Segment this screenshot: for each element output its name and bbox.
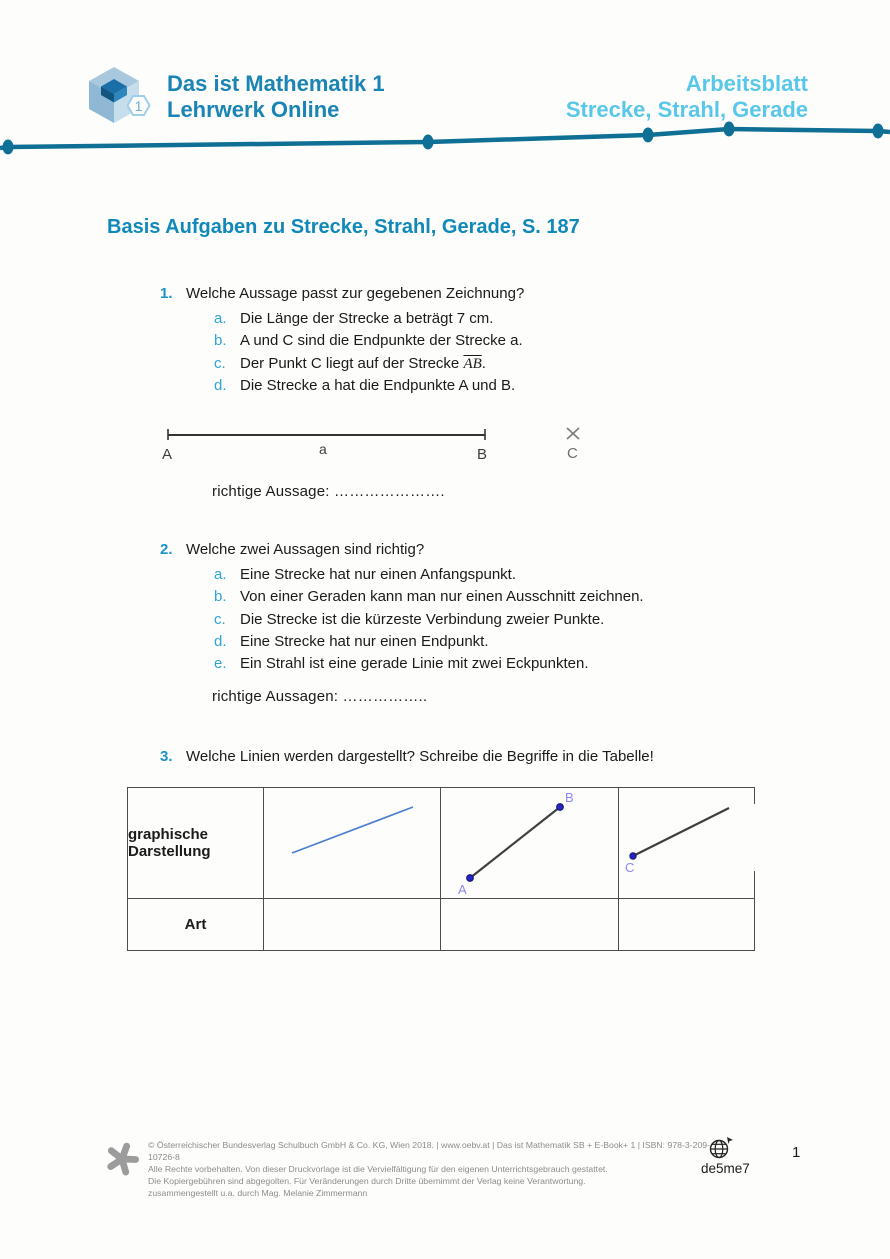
- option-text: Die Länge der Strecke a beträgt 7 cm.: [240, 310, 494, 327]
- option-text: Von einer Geraden kann man nur einen Ausschnitt zeichnen.: [240, 588, 644, 606]
- line-types-table: [127, 787, 755, 951]
- option-text: Ein Strahl ist eine gerade Linie mit zwei Eckpunkten.: [240, 655, 589, 673]
- point-c-label: C: [625, 859, 635, 875]
- option-row: [214, 653, 644, 675]
- option-text-after: .: [481, 354, 486, 372]
- answer-line-2: richtige Aussagen: ……………..: [212, 688, 428, 705]
- footer-line-2: Alle Rechte vorbehalten. Von dieser Druckvorlage ist die Vervielfältigung für den eigenen Unterrichtsgebrauch gestattet.: [148, 1163, 608, 1174]
- worksheet-type-label: Arbeitsblatt: [685, 71, 808, 96]
- question-1-text: Welche Aussage passt zur gegebenen Zeichnung?: [186, 285, 525, 302]
- question-2-text: Welche zwei Aussagen sind richtig?: [186, 541, 425, 558]
- footer-line-1: © Österreichischer Bundesverlag Schulbuch GmbH & Co. KG, Wien 2018. | www.oebv.at | Das ist Mathematik SB + E-Book+ 1 | ISBN: 978-3-209-10726-8: [148, 1140, 711, 1162]
- answer-line-1: richtige Aussage: ………………….: [212, 483, 445, 500]
- footer-line-3: Die Kopiergebühren sind abgegolten. Für Veränderungen durch Dritte übernimmt der Verlag keine Verantwortung.: [148, 1175, 586, 1186]
- figure-cell-strahl: [619, 788, 755, 899]
- segment-a-label: a: [319, 441, 327, 457]
- option-row: [214, 353, 523, 375]
- option-letter: c.: [214, 354, 226, 372]
- question-3: [160, 748, 654, 765]
- option-letter: a.: [214, 310, 227, 327]
- figure-cell-gerade: [264, 788, 441, 899]
- footer-line-4: zusammengestellt u.a. durch Mag. Melanie Zimmermann: [148, 1187, 368, 1198]
- option-letter: a.: [214, 566, 227, 583]
- question-1-options: [214, 308, 523, 397]
- point-a-label: A: [162, 446, 173, 463]
- option-letter: d.: [214, 632, 227, 650]
- brand-title: [167, 71, 385, 123]
- footer-copyright: [148, 1140, 728, 1200]
- logo-badge-number: 1: [134, 98, 143, 114]
- page-title: Basis Aufgaben zu Strecke, Strahl, Gerade, S. 187: [107, 216, 580, 238]
- option-letter: c.: [214, 610, 226, 628]
- question-3-text: Welche Linien werden dargestellt? Schreibe die Begriffe in die Tabelle!: [186, 748, 654, 765]
- option-letter: b.: [214, 588, 227, 606]
- option-text: Eine Strecke hat nur einen Endpunkt.: [240, 632, 489, 650]
- option-row: [214, 375, 523, 397]
- art-answer-cell-2: [441, 899, 619, 951]
- question-1: [160, 285, 524, 302]
- figure-cell-strecke: [441, 788, 619, 899]
- option-letter: d.: [214, 376, 227, 394]
- publisher-asterisk-icon: [102, 1138, 142, 1185]
- table-border-gap: [752, 804, 757, 871]
- option-text: Der Punkt C liegt auf der Strecke: [240, 354, 464, 372]
- brand-line-1: Das ist Mathematik 1: [167, 71, 385, 96]
- point-c-label: C: [567, 445, 578, 462]
- option-text: Die Strecke a hat die Endpunkte A und B.: [240, 376, 516, 394]
- point-b-label: B: [565, 789, 574, 805]
- option-text: Eine Strecke hat nur einen Anfangspunkt.: [240, 566, 517, 583]
- option-row: [214, 308, 523, 330]
- option-text: A und C sind die Endpunkte der Strecke a.: [240, 332, 523, 350]
- strahl-ray-drawing: [619, 789, 753, 898]
- segment-drawing-figure: [150, 418, 610, 473]
- table-header-art: Art: [128, 899, 264, 951]
- question-2: [160, 541, 424, 558]
- point-b-label: B: [477, 446, 488, 463]
- strecke-segment-drawing: [441, 789, 617, 898]
- option-row: [214, 330, 523, 352]
- worksheet-heading: [566, 71, 808, 123]
- question-2-number: 2.: [160, 541, 173, 558]
- option-row: [214, 609, 644, 631]
- header-wave-graphic: [0, 118, 890, 169]
- art-answer-cell-3: [619, 899, 755, 951]
- art-answer-cell-1: [264, 899, 441, 951]
- page-number: 1: [792, 1144, 801, 1161]
- table-header-graphische-darstellung: graphische Darstellung: [128, 788, 264, 899]
- brand-line-2: Lehrwerk Online: [167, 97, 340, 122]
- option-letter: e.: [214, 655, 227, 673]
- question-1-number: 1.: [160, 285, 173, 302]
- point-c-cross-icon: [567, 428, 579, 439]
- question-2-options: [214, 564, 644, 675]
- point-a-label: A: [458, 881, 467, 897]
- option-letter: b.: [214, 332, 227, 350]
- option-text: Die Strecke ist die kürzeste Verbindung zweier Punkte.: [240, 610, 605, 628]
- segment-ab-math-overline: $\overline{AB}$: [463, 355, 482, 372]
- option-row: [214, 631, 644, 653]
- worksheet-code: de5me7: [701, 1161, 750, 1176]
- gerade-line-drawing: [264, 789, 439, 898]
- worksheet-topic-label: Strecke, Strahl, Gerade: [565, 97, 808, 122]
- question-3-number: 3.: [160, 748, 173, 765]
- option-row: [214, 564, 644, 586]
- option-row: [214, 586, 644, 608]
